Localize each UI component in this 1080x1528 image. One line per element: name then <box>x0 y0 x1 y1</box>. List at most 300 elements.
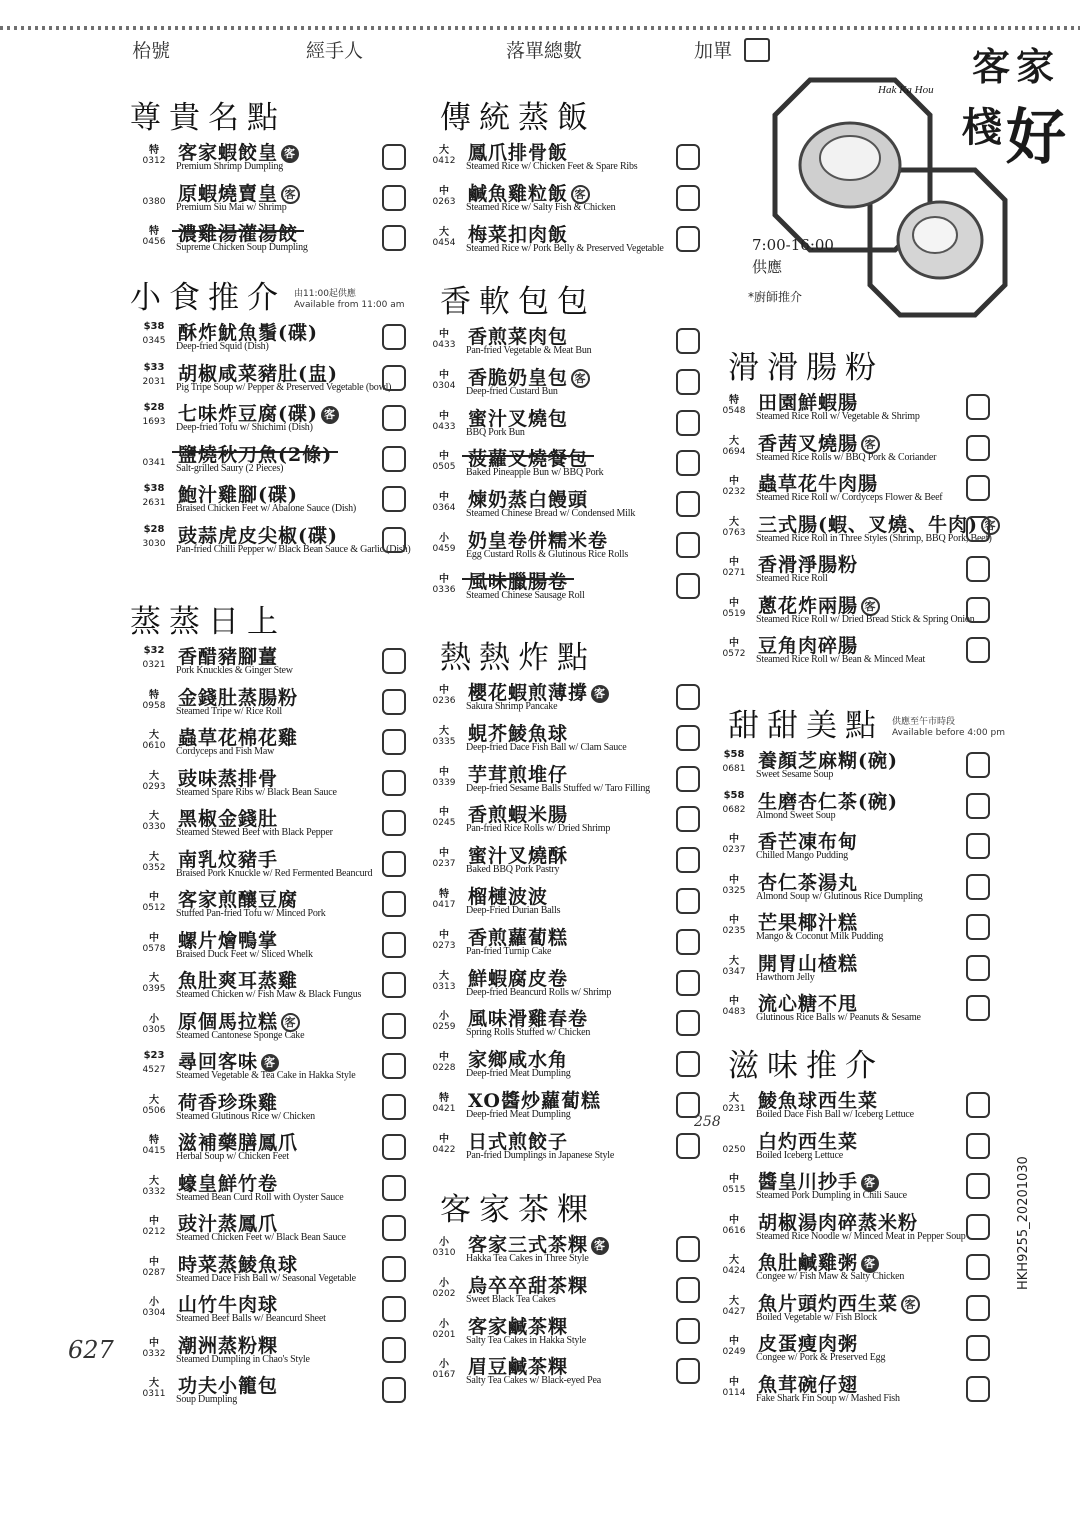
item-name-text: 原個馬拉糕 <box>178 1010 279 1033</box>
order-checkbox[interactable] <box>966 995 990 1021</box>
hakka-badge-icon: 客 <box>571 185 590 204</box>
item-size-mark: 大 <box>149 770 159 782</box>
item-code: 0312 <box>142 156 166 166</box>
item-size-mark: 中 <box>439 807 449 819</box>
item-name-text: 豆角肉碎腸 <box>758 635 859 657</box>
order-checkbox[interactable] <box>966 556 990 582</box>
order-checkbox[interactable] <box>382 405 406 431</box>
order-checkbox[interactable] <box>382 810 406 836</box>
item-name-text: 風味臘腸卷 <box>468 570 569 593</box>
item-size-mark: $28 <box>143 523 165 535</box>
item-name-en: Hakka Tea Cakes in Three Style <box>466 1253 589 1264</box>
order-checkbox[interactable] <box>382 1134 406 1160</box>
menu-item <box>424 1352 702 1392</box>
order-checkbox[interactable] <box>382 185 406 211</box>
menu-item <box>714 1370 992 1410</box>
item-code: 0311 <box>142 1389 166 1399</box>
order-checkbox[interactable] <box>382 446 406 472</box>
item-size-mark: 大 <box>729 516 739 528</box>
order-checkbox[interactable] <box>966 914 990 940</box>
item-code: 0417 <box>432 900 456 910</box>
menu-item <box>134 399 408 439</box>
section-heading <box>440 276 596 321</box>
item-code: 0228 <box>432 1063 456 1074</box>
chef-recommend-note: *廚師推介 <box>748 290 803 304</box>
order-checkbox[interactable] <box>382 689 406 715</box>
order-checkbox[interactable] <box>382 225 406 251</box>
section-heading <box>440 1184 596 1229</box>
order-checkbox[interactable] <box>382 1337 406 1363</box>
item-name-text: 香煎蝦米腸 <box>468 804 569 827</box>
item-code: 0422 <box>432 1144 456 1155</box>
item-size-mark: 大 <box>149 811 159 822</box>
menu-item <box>424 1004 702 1044</box>
item-size-mark: 大 <box>439 970 449 982</box>
item-size-mark: 大 <box>149 1378 159 1389</box>
item-name-text: 奶皇卷併糯米卷 <box>468 530 609 552</box>
order-checkbox[interactable] <box>966 516 990 542</box>
item-name-en: Fake Shark Fin Soup w/ Mashed Fish <box>756 1392 900 1404</box>
order-checkbox[interactable] <box>676 1277 700 1303</box>
item-size-mark: 特 <box>439 1093 449 1104</box>
section-note: 由11:00起供應 Available from 11:00 am <box>294 289 405 310</box>
order-checkbox[interactable] <box>382 1094 406 1120</box>
order-checkbox[interactable] <box>966 1092 990 1118</box>
item-name-text: 黑椒金錢肚 <box>178 808 279 830</box>
menu-item <box>424 964 702 1004</box>
item-name-en: Glutinous Rice Balls w/ Peanuts & Sesame <box>756 1012 921 1023</box>
item-name-text: 香煎菜肉包 <box>468 326 569 348</box>
menu-item <box>714 1086 992 1126</box>
section-heading <box>130 272 404 317</box>
menu-item <box>424 678 702 718</box>
menu-item <box>424 923 702 963</box>
item-name-en: Egg Custard Rolls & Glutinous Rice Rolls <box>466 549 629 560</box>
item-name-en: Boiled Dace Fish Ball w/ Iceberg Lettuce <box>756 1109 914 1120</box>
item-size-mark: 特 <box>149 1135 159 1146</box>
section-heading <box>440 92 596 137</box>
item-size-mark: 中 <box>729 1214 739 1226</box>
order-checkbox[interactable] <box>966 1254 990 1280</box>
order-checkbox[interactable] <box>676 226 700 252</box>
order-checkbox[interactable] <box>966 1295 990 1321</box>
menu-item <box>714 827 992 867</box>
item-code: 1693 <box>142 417 166 427</box>
menu-item <box>424 179 702 219</box>
item-code: 0336 <box>432 584 456 595</box>
menu-item <box>424 800 702 840</box>
order-checkbox[interactable] <box>966 833 990 859</box>
item-name-text: 豉蒜虎皮尖椒(碟) <box>178 524 338 547</box>
brand-name-mid: 棧 <box>962 104 1002 151</box>
item-name-text: 田園鮮蝦腸 <box>758 392 859 414</box>
menu-item <box>424 526 702 566</box>
order-checkbox[interactable] <box>382 1013 406 1039</box>
menu-item <box>714 1289 992 1329</box>
order-checkbox[interactable] <box>382 851 406 877</box>
item-code: 0273 <box>432 940 456 951</box>
order-checkbox[interactable] <box>966 874 990 900</box>
item-name-en: Supreme Chicken Soup Dumpling <box>176 242 308 253</box>
item-name-text: 功夫小籠包 <box>178 1375 279 1397</box>
item-code: 0506 <box>142 1105 166 1116</box>
order-checkbox[interactable] <box>966 1376 990 1402</box>
item-code: 2631 <box>142 498 166 508</box>
order-checkbox[interactable] <box>676 847 700 873</box>
item-code: 0231 <box>722 1104 746 1114</box>
menu-item <box>424 444 702 484</box>
hakka-badge-icon: 客 <box>901 1295 920 1314</box>
hakka-badge-icon: 客 <box>861 1174 879 1192</box>
menu-item <box>424 322 702 362</box>
hakka-badge-icon: 客 <box>981 516 1000 535</box>
item-size-mark: 中 <box>149 892 159 903</box>
order-checkbox[interactable] <box>966 1214 990 1240</box>
top-dotted-rule <box>0 26 1080 30</box>
order-checkbox[interactable] <box>966 597 990 623</box>
order-checkbox[interactable] <box>676 491 700 517</box>
item-name-text: 家鄉咸水角 <box>468 1049 569 1072</box>
order-checkbox[interactable] <box>382 1256 406 1282</box>
item-code: 0232 <box>722 487 746 497</box>
item-size-mark: 中 <box>439 451 449 463</box>
item-name-text: XO醬炒蘿蔔糕 <box>468 1090 601 1112</box>
order-checkbox[interactable] <box>676 725 700 751</box>
menu-item <box>134 179 408 219</box>
item-size-mark: 特 <box>729 395 739 406</box>
order-checkbox[interactable] <box>966 752 990 778</box>
brand-name-bottom: 好 <box>1006 103 1066 173</box>
menu-item <box>424 1086 702 1126</box>
item-code: 0236 <box>432 696 456 706</box>
item-size-mark: 特 <box>149 145 159 156</box>
order-checkbox[interactable] <box>966 637 990 663</box>
order-checkbox[interactable] <box>676 1092 700 1118</box>
order-checkbox[interactable] <box>382 770 406 796</box>
item-name-text: 日式煎餃子 <box>468 1130 569 1153</box>
item-size-mark: 大 <box>149 1175 159 1187</box>
order-checkbox[interactable] <box>382 1175 406 1201</box>
order-checkbox[interactable] <box>382 932 406 958</box>
order-checkbox[interactable] <box>382 486 406 512</box>
order-checkbox[interactable] <box>966 1335 990 1361</box>
section-title: 滋味推介 <box>728 1048 884 1084</box>
item-name-en: Steamed Tripe w/ Rice Roll <box>176 705 282 717</box>
section-title: 傳統蒸飯 <box>440 100 596 136</box>
order-checkbox[interactable] <box>382 891 406 917</box>
item-name-en: Steamed Rice Rolls w/ BBQ Pork & Coriander <box>756 451 937 463</box>
item-name-text: 菠蘿叉燒餐包 <box>468 448 589 471</box>
item-code: 0682 <box>722 804 746 815</box>
item-size-mark: 中 <box>149 1337 159 1349</box>
item-size-mark: 中 <box>729 1376 739 1388</box>
hours-served: 供應 <box>752 258 783 276</box>
menu-item <box>714 1127 992 1167</box>
item-name-text: 時菜蒸鯪魚球 <box>178 1253 299 1276</box>
document-code: HKH9255_20201030 <box>1016 1156 1031 1290</box>
menu-item <box>134 885 408 925</box>
order-checkbox[interactable] <box>676 1236 700 1262</box>
section-heading <box>130 92 286 137</box>
item-name-en: Steamed Dumpling in Chao's Style <box>176 1353 310 1365</box>
item-name-en: Steamed Glutinous Rice w/ Chicken <box>176 1110 315 1122</box>
item-size-mark: 中 <box>149 1256 159 1268</box>
item-code: 0293 <box>142 781 166 792</box>
order-checkbox[interactable] <box>382 144 406 170</box>
order-checkbox[interactable] <box>382 729 406 755</box>
item-name-en: Steamed Rice w/ Salty Fish & Chicken <box>466 201 616 213</box>
order-checkbox[interactable] <box>966 1133 990 1159</box>
item-code: 0958 <box>142 700 166 711</box>
item-name-text: 三式腸(蝦、叉燒、牛肉) <box>758 513 978 536</box>
item-code: 0310 <box>432 1248 456 1258</box>
menu-item <box>134 804 408 844</box>
item-name-en: Sakura Shrimp Pancake <box>466 701 558 712</box>
item-name-text: 鯪魚球西生菜 <box>758 1090 879 1112</box>
order-checkbox[interactable] <box>382 527 406 553</box>
item-name-text: 金錢肚蒸腸粉 <box>178 686 299 709</box>
item-code: 0201 <box>432 1329 456 1340</box>
item-code: 0114 <box>722 1387 746 1398</box>
section-heading <box>130 596 286 641</box>
item-code: 0235 <box>722 926 746 936</box>
item-name-text: 魚茸碗仔翅 <box>758 1373 859 1396</box>
order-checkbox[interactable] <box>676 1358 700 1384</box>
item-size-mark: 中 <box>439 848 449 860</box>
item-name-en: Sweet Sesame Soup <box>756 769 834 780</box>
item-size-mark: 中 <box>439 1052 449 1064</box>
item-size-mark: 特 <box>149 226 159 237</box>
hakka-badge-icon: 客 <box>591 1237 609 1255</box>
hakka-badge-icon: 客 <box>861 597 880 616</box>
item-size-mark: $38 <box>143 483 165 494</box>
item-name-en: Mango & Coconut Milk Pudding <box>756 931 884 942</box>
item-name-text: 芋茸煎堆仔 <box>468 763 569 786</box>
menu-item <box>714 1248 992 1288</box>
menu-item <box>134 1331 408 1371</box>
order-checkbox[interactable] <box>382 324 406 350</box>
menu-item <box>714 510 997 550</box>
menu-item <box>134 966 408 1006</box>
order-checkbox[interactable] <box>676 410 700 436</box>
item-name-en: Pork Knuckles & Ginger Stew <box>176 665 293 676</box>
order-checkbox[interactable] <box>966 435 990 461</box>
item-name-en: Premium Shrimp Dumpling <box>176 161 284 172</box>
service-hours <box>752 234 834 278</box>
item-size-mark: $58 <box>723 749 745 760</box>
item-size-mark: 大 <box>149 1094 159 1106</box>
item-name-text: 香滑淨腸粉 <box>758 554 859 576</box>
order-checkbox[interactable] <box>676 532 700 558</box>
order-checkbox[interactable] <box>676 806 700 832</box>
order-checkbox[interactable] <box>676 573 700 599</box>
item-code: 0304 <box>432 380 456 391</box>
order-checkbox[interactable] <box>676 450 700 476</box>
order-checkbox[interactable] <box>676 1318 700 1344</box>
item-name-text: 櫻花蝦煎薄撐 <box>468 682 589 704</box>
item-code: 0250 <box>722 1144 746 1155</box>
menu-item <box>424 760 702 800</box>
item-name-en: Steamed Chinese Sausage Roll <box>466 589 585 601</box>
item-size-mark: 中 <box>729 834 739 845</box>
item-size-mark: 中 <box>439 410 449 422</box>
item-name-en: Deep-fried Tofu w/ Shichimi (Dish) <box>176 422 313 433</box>
item-code: 3030 <box>142 538 166 549</box>
section-title: 香軟包包 <box>440 284 596 320</box>
order-checkbox[interactable] <box>676 369 700 395</box>
item-size-mark: $28 <box>143 402 165 413</box>
item-size-mark: 中 <box>729 597 739 609</box>
item-name-en: Steamed Chicken Feet w/ Black Bean Sauce <box>176 1232 346 1243</box>
item-code: 0610 <box>142 741 166 751</box>
hakka-badge-icon: 客 <box>321 406 339 424</box>
item-size-mark: 大 <box>729 1255 739 1266</box>
item-code: 0263 <box>432 196 456 207</box>
menu-item <box>134 521 411 561</box>
item-code: 0202 <box>432 1288 456 1299</box>
item-name-en: Steamed Rice Noodle w/ Minced Meat in Pepper Soup <box>756 1230 966 1242</box>
order-checkbox[interactable] <box>382 1215 406 1241</box>
order-checkbox[interactable] <box>676 970 700 996</box>
order-checkbox[interactable] <box>966 1173 990 1199</box>
item-size-mark: 中 <box>729 874 739 886</box>
item-name-text: 風味滑雞春卷 <box>468 1008 589 1031</box>
item-name-en: Herbal Soup w/ Chicken Feet <box>176 1151 289 1162</box>
order-checkbox[interactable] <box>676 888 700 914</box>
item-code: 0395 <box>142 984 166 994</box>
menu-item <box>714 550 992 590</box>
item-code: 0763 <box>722 527 746 538</box>
item-code: 0454 <box>432 237 456 248</box>
order-checkbox[interactable] <box>676 185 700 211</box>
item-name-en: Steamed Chicken w/ Fish Maw & Black Fungus <box>176 989 362 1000</box>
staff-label: 經手人 <box>306 40 364 62</box>
item-name-en: Salt-grilled Saury (2 Pieces) <box>176 462 284 474</box>
menu-item <box>424 841 702 881</box>
item-code: 0212 <box>142 1227 166 1237</box>
section-title: 熱熱炸點 <box>440 640 596 676</box>
item-code: 0515 <box>722 1185 746 1195</box>
add-order-label: 加單 <box>694 40 733 62</box>
hakka-badge-icon: 客 <box>281 1013 300 1032</box>
menu-item <box>714 787 992 827</box>
order-checkbox[interactable] <box>676 144 700 170</box>
order-checkbox[interactable] <box>676 766 700 792</box>
item-name-text: 杏仁茶湯丸 <box>758 871 859 894</box>
order-checkbox[interactable] <box>382 972 406 998</box>
item-name-text: 客家蝦餃皇 <box>178 142 279 164</box>
item-name-text: 皮蛋瘦肉粥 <box>758 1333 859 1355</box>
order-checkbox[interactable] <box>382 1296 406 1322</box>
item-name-en: Steamed Rice Roll in Three Styles (Shrimp, BBQ Pork, Beef) <box>756 532 992 544</box>
order-checkbox[interactable] <box>382 365 406 391</box>
menu-item <box>134 845 408 885</box>
menu-item <box>424 1127 702 1167</box>
item-size-mark: 大 <box>149 730 159 741</box>
item-size-mark: 大 <box>729 435 739 447</box>
item-name-en: Deep-fried Sesame Balls Stuffed w/ Taro Filling <box>466 782 650 794</box>
item-name-en: Salty Tea Cakes w/ Black-eyed Pea <box>466 1375 601 1387</box>
item-name-text: 魚肚爽耳蒸雞 <box>178 970 299 992</box>
item-size-mark: 中 <box>439 185 449 197</box>
item-code: 0433 <box>432 421 456 432</box>
order-checkbox[interactable] <box>676 1133 700 1159</box>
item-name-en: Steamed Rice Roll w/ Dried Bread Stick & Spring Onion <box>756 613 975 625</box>
item-name-en: Braised Duck Feet w/ Sliced Whelk <box>176 948 313 960</box>
item-name-en: Deep-fried Custard Bun <box>466 385 558 397</box>
order-checkbox[interactable] <box>382 1377 406 1403</box>
handwritten-note: 258 <box>694 1114 721 1130</box>
menu-item <box>134 318 408 358</box>
item-size-mark: $58 <box>723 789 745 801</box>
item-name-text: 尋回客味 <box>178 1051 259 1073</box>
item-name-text: 蠔皇鮮竹卷 <box>178 1172 279 1195</box>
order-checkbox[interactable] <box>676 929 700 955</box>
item-name-en: Steamed Vegetable & Tea Cake in Hakka Style <box>176 1070 356 1081</box>
item-code: 0335 <box>432 736 456 747</box>
item-name-text: 蜜汁叉燒酥 <box>468 845 569 868</box>
order-checkbox[interactable] <box>966 475 990 501</box>
item-code: 0364 <box>432 503 456 514</box>
menu-item <box>714 746 992 786</box>
item-name-en: Steamed Rice w/ Chicken Feet & Spare Ribs <box>466 161 638 172</box>
item-code: 2031 <box>142 376 166 387</box>
order-checkbox[interactable] <box>966 394 990 420</box>
section-heading <box>728 342 884 387</box>
order-checkbox[interactable] <box>382 1053 406 1079</box>
order-checkbox[interactable] <box>676 1010 700 1036</box>
order-checkbox[interactable] <box>382 648 406 674</box>
order-checkbox[interactable] <box>676 1051 700 1077</box>
item-name-en: Steamed Spare Ribs w/ Black Bean Sauce <box>176 786 337 798</box>
menu-item <box>424 567 702 607</box>
item-code: 0321 <box>142 660 166 670</box>
item-size-mark: 中 <box>439 369 449 381</box>
menu-item <box>134 1128 408 1168</box>
item-code: 0245 <box>432 818 456 829</box>
item-name-en: Hawthorn Jelly <box>756 971 815 983</box>
menu-item <box>714 469 992 509</box>
item-code: 0305 <box>142 1024 166 1035</box>
item-name-en: Steamed Bean Curd Roll with Oyster Sauce <box>176 1191 344 1203</box>
order-checkbox[interactable] <box>966 955 990 981</box>
item-name-en: Braised Chicken Feet w/ Abalone Sauce (Dish) <box>176 503 357 514</box>
item-name-en: Deep-fried Beancurd Rolls w/ Shrimp <box>466 986 612 998</box>
item-name-text: 眉豆鹹茶粿 <box>468 1356 569 1379</box>
item-size-mark: $38 <box>143 321 165 332</box>
item-name-en: Pan-fried Vegetable & Meat Bun <box>466 345 592 356</box>
menu-item <box>714 868 992 908</box>
section-heading <box>728 1040 884 1085</box>
hours-time: 7:00-16:00 <box>752 236 834 254</box>
menu-item <box>714 429 992 469</box>
item-name-en: Braised Pork Knuckle w/ Red Fermented Beancurd <box>176 867 373 879</box>
menu-item <box>134 1371 408 1411</box>
menu-item <box>134 683 408 723</box>
menu-item <box>424 138 702 178</box>
item-name-en: Soup Dumpling <box>176 1394 238 1405</box>
item-code: 0339 <box>432 777 456 788</box>
order-checkbox[interactable] <box>676 328 700 354</box>
order-checkbox[interactable] <box>676 684 700 710</box>
item-code: 0345 <box>142 336 166 346</box>
item-name-text: 鮮蝦腐皮卷 <box>468 967 569 990</box>
item-name-en: Deep-Fried Durian Balls <box>466 905 561 916</box>
order-checkbox[interactable] <box>966 793 990 819</box>
item-code: 0427 <box>722 1306 746 1317</box>
item-code: 0519 <box>722 608 746 619</box>
menu-item <box>134 359 408 399</box>
